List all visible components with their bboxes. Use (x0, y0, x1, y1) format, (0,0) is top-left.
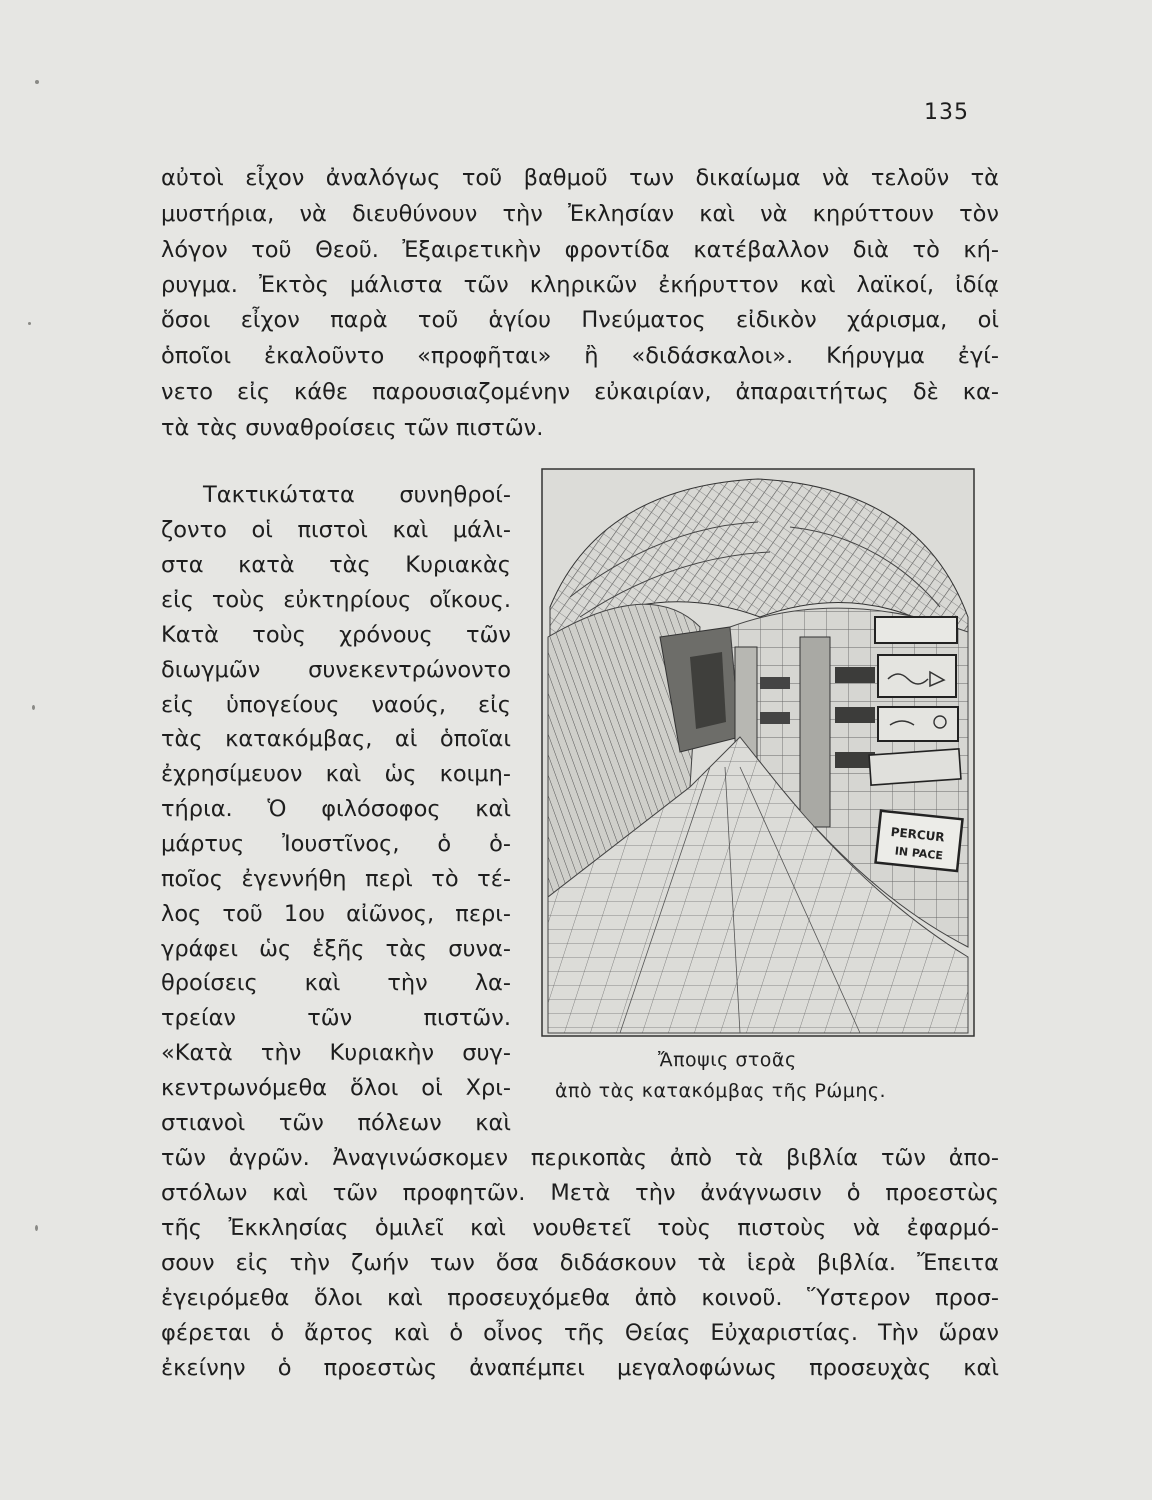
text-line: στιανοὶ τῶν πόλεων καὶ (161, 1110, 511, 1136)
text-line: ἐχρησίμευον καὶ ὡς κοιμη- (161, 761, 511, 787)
text-line: τὰ τὰς συναθροίσεις τῶν πιστῶν. (161, 415, 544, 441)
text-line: μάρτυς Ἰουστῖνος, ὁ ὁ- (161, 831, 511, 857)
text-line: εἰς ὑπογείους ναούς, εἰς (161, 692, 511, 718)
plaque-inscription-1: PERCUR (890, 824, 946, 845)
text-line: Κατὰ τοὺς χρόνους τῶν (161, 622, 511, 648)
scan-speck (35, 80, 39, 84)
text-line: τῶν ἀγρῶν. Ἀναγινώσκομεν περικοπὰς ἀπὸ τὰ βιβλία τῶν ἀπο- (161, 1145, 999, 1171)
text-line: διωγμῶν συνεκεντρώνοντο (161, 657, 511, 683)
text-line: ἐκείνην ὁ προεστὼς ἀναπέμπει μεγαλοφώνως προσευχὰς καὶ (161, 1355, 999, 1381)
text-line: φέρεται ὁ ἄρτος καὶ ὁ οἶνος τῆς Θείας Εὐχαριστίας. Τὴν ὥραν (161, 1320, 999, 1346)
text-line: κεντρωνόμεθα ὅλοι οἱ Χρι- (161, 1075, 511, 1101)
text-line: λος τοῦ 1ου αἰῶνος, περι- (161, 901, 511, 927)
plaque-inscription-2: IN PACE (894, 844, 944, 863)
text-line: ρυγμα. Ἐκτὸς μάλιστα τῶν κληρικῶν ἐκήρυττον καὶ λαϊκοί, ἰδίᾳ (161, 272, 999, 298)
text-line: σουν εἰς τὴν ζωήν των ὅσα διδάσκουν τὰ ἱερὰ βιβλία. Ἔπειτα (161, 1250, 999, 1276)
text-line: ὅσοι εἶχον παρὰ τοῦ ἁγίου Πνεύματος εἰδικὸν χάρισμα, οἱ (161, 307, 999, 333)
catacomb-illustration (540, 467, 976, 1102)
text-line: τήρια. Ὁ φιλόσοφος καὶ (161, 796, 511, 822)
text-line: ἐγειρόμεθα ὅλοι καὶ προσευχόμεθα ἀπὸ κοινοῦ. Ὕστερον προσ- (161, 1285, 999, 1311)
scan-speck (35, 1225, 38, 1231)
figure-caption-line-1: Ἄποψις στοᾶς (658, 1049, 797, 1071)
scan-speck (32, 705, 35, 710)
text-line: θροίσεις καὶ τὴν λα- (161, 970, 511, 996)
text-line: τρείαν τῶν πιστῶν. (161, 1005, 511, 1031)
text-line: στόλων καὶ τῶν προφητῶν. Μετὰ τὴν ἀνάγνωσιν ὁ προεστὼς (161, 1180, 999, 1206)
text-line: Τακτικώτατα συνηθροί- (203, 482, 511, 508)
text-line: στα κατὰ τὰς Κυριακὰς (161, 552, 511, 578)
text-line: ζοντο οἱ πιστοὶ καὶ μάλι- (161, 517, 511, 543)
text-line: μυστήρια, νὰ διευθύνουν τὴν Ἐκλησίαν καὶ νὰ κηρύττουν τὸν (161, 201, 999, 227)
text-line: λόγον τοῦ Θεοῦ. Ἐξαιρετικὴν φροντίδα κατέβαλλον διὰ τὸ κή- (161, 237, 999, 263)
scan-speck (28, 322, 31, 325)
text-line: γράφει ὡς ἑξῆς τὰς συνα- (161, 936, 511, 962)
text-line: ὁποῖοι ἐκαλοῦντο «προφῆται» ἢ «διδάσκαλοι». Κήρυγμα ἐγί- (161, 343, 999, 369)
text-line: νετο εἰς κάθε παρουσιαζομένην εὐκαιρίαν, ἀπαραιτήτως δὲ κα- (161, 379, 999, 405)
figure-caption-line-2: ἀπὸ τὰς κατακόμβας τῆς Ρώμης. (555, 1080, 887, 1102)
text-line: εἰς τοὺς εὐκτηρίους οἴκους. (161, 587, 511, 613)
text-line: τῆς Ἐκκλησίας ὁμιλεῖ καὶ νουθετεῖ τοὺς πιστοὺς νὰ ἐφαρμό- (161, 1215, 999, 1241)
text-line: αὐτοὶ εἶχον ἀναλόγως τοῦ βαθμοῦ των δικαίωμα νὰ τελοῦν τὰ (161, 165, 999, 191)
catacomb-drawing (540, 467, 976, 1038)
text-line: ποῖος ἐγεννήθη περὶ τὸ τέ- (161, 866, 511, 892)
page-number: 135 (924, 100, 969, 125)
text-line: τὰς κατακόμβας, αἱ ὁποῖαι (161, 726, 511, 752)
text-line: «Κατὰ τὴν Κυριακὴν συγ- (161, 1040, 511, 1066)
